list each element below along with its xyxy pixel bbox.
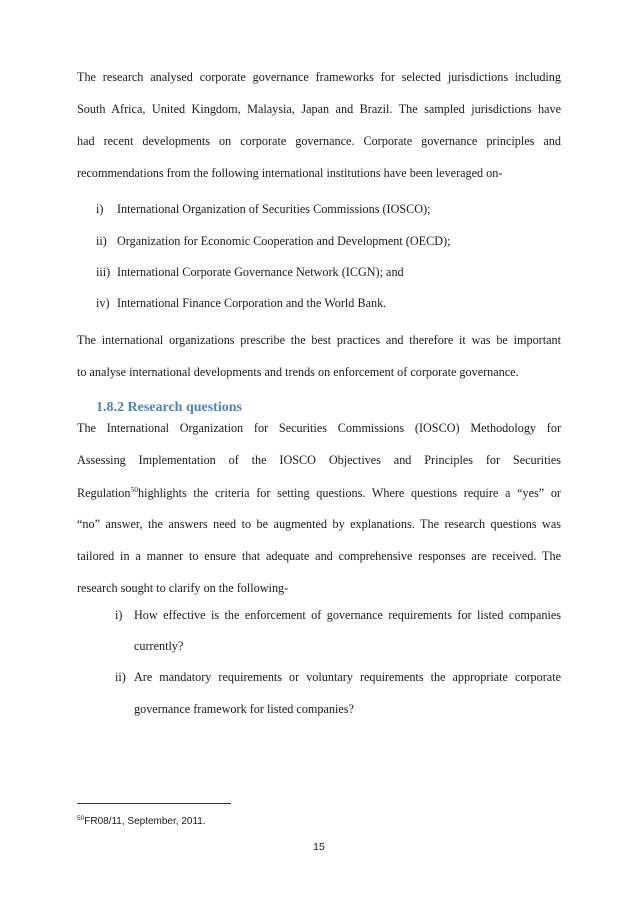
footnote-number: 50 [77,815,85,822]
intro-line-3: had recent developments on corporate governance. Corporate governance principles and [77,134,561,148]
section-line-3-start: Regulation [77,486,131,500]
intro-line-1: The research analysed corporate governance frameworks for selected jurisdictions including [77,70,561,84]
summary-line-1: The international organizations prescribe the best practices and therefore it was be important [77,333,561,347]
page-number: 15 [313,841,325,853]
list-item [96,234,450,249]
question-line-1: How effective is the enforcement of governance requirements for listed companies [134,608,561,622]
question-line-2: currently? [134,639,184,653]
list-item-text: International Organization of Securities Commissions (IOSCO); [117,202,431,216]
intro-line-2: South Africa, United Kingdom, Malaysia, Japan and Brazil. The sampled jurisdictions have [77,102,561,116]
question-line-1: Are mandatory requirements or voluntary requirements the appropriate corporate [134,670,561,684]
section-line-3 [77,485,561,501]
question-marker: ii) [115,670,126,684]
section-line-5: tailored in a manner to ensure that adequate and comprehensive responses are received. The [77,549,561,563]
section-line-1: The International Organization for Securities Commissions (IOSCO) Methodology for [77,421,561,435]
list-item-text: International Finance Corporation and the World Bank. [117,296,387,310]
intro-line-4: recommendations from the following international institutions have been leveraged on- [77,166,503,180]
section-line-4: “no” answer, the answers need to be augmented by explanations. The research questions was [77,517,561,531]
list-item-text: Organization for Economic Cooperation and Development (OECD); [117,234,451,248]
section-line-3-end: highlights the criteria for setting questions. Where questions require a “yes” or [137,486,561,500]
list-marker: i) [96,202,104,216]
list-item [96,296,386,311]
summary-line-2: to analyse international developments and trends on enforcement of corporate governance. [77,365,519,379]
question-line-2: governance framework for listed companies? [134,702,354,716]
list-item-text: International Corporate Governance Network (ICGN); and [117,265,404,279]
list-marker: iii) [96,265,111,279]
list-marker: iv) [96,296,110,310]
section-line-2: Assessing Implementation of the IOSCO Objectives and Principles for Securities [77,453,561,467]
question-marker: i) [115,608,123,622]
section-heading: 1.8.2 Research questions [96,400,242,415]
footnote-reference[interactable]: 50 [130,485,138,494]
list-item [96,265,404,280]
footnote [77,815,206,827]
section-line-6: research sought to clarify on the following- [77,581,289,595]
footnote-text: FR08/11, September, 2011. [84,816,206,827]
footnote-separator [77,803,231,804]
list-item [96,202,431,217]
list-marker: ii) [96,234,107,248]
